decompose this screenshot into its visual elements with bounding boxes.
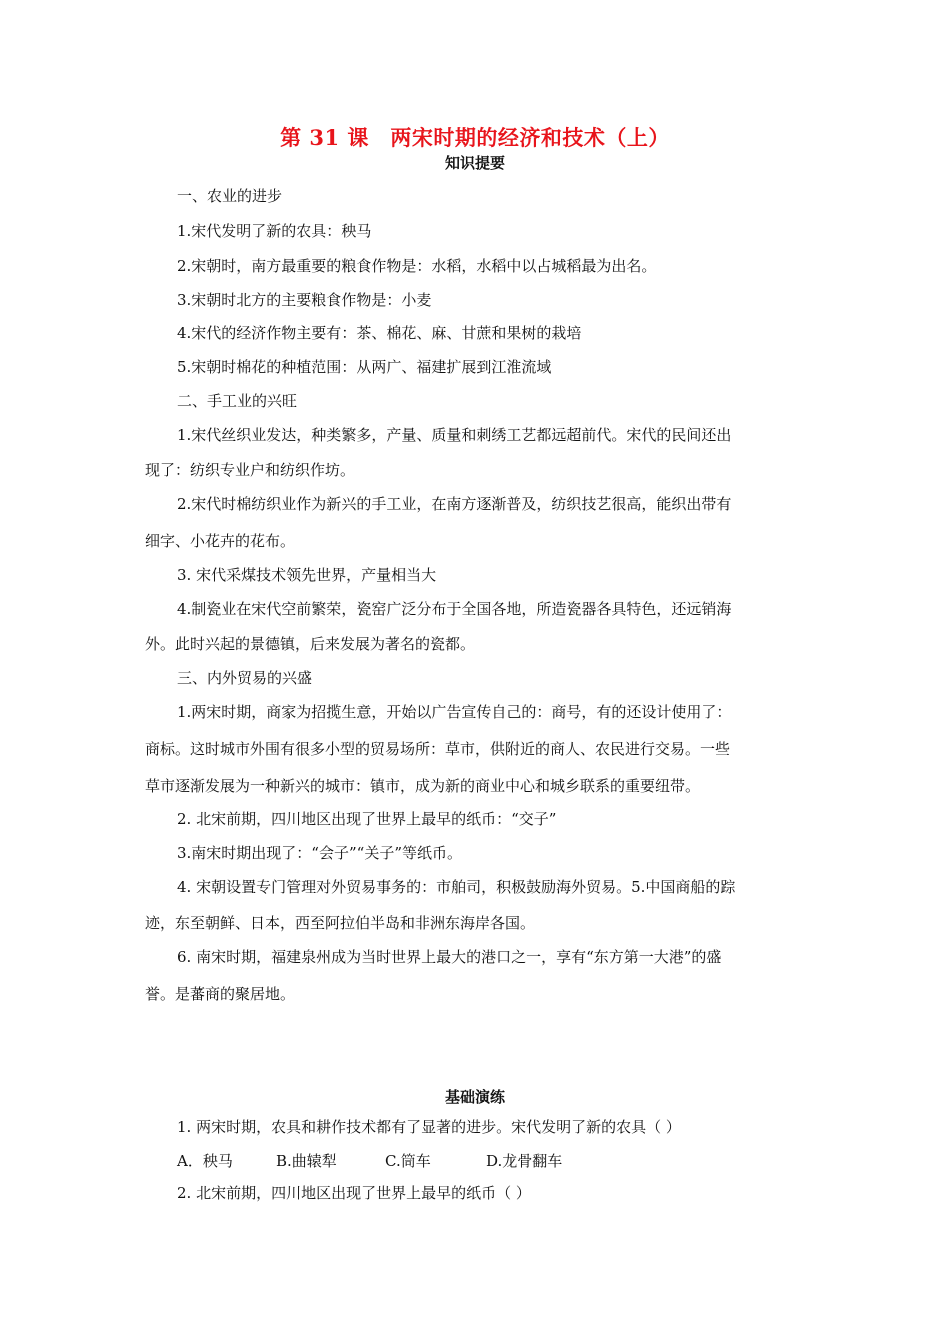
option-a: A．秧马	[177, 1152, 233, 1170]
option-d: D.龙骨翻车	[486, 1152, 563, 1170]
section-heading-agriculture: 一、农业的进步	[177, 187, 283, 205]
question-1: 1. 两宋时期，农具和耕作技术都有了显著的进步。宋代发明了新的农具（ ）	[177, 1118, 681, 1136]
paragraph-line: 现了：纺织专业户和纺织作坊。	[145, 461, 356, 479]
paragraph-line: 草市逐渐发展为一种新兴的城市：镇市，成为新的商业中心和城乡联系的重要纽带。	[145, 777, 701, 795]
section-subtitle-practice: 基础演练	[444, 1088, 505, 1106]
section-heading-handicraft: 二、手工业的兴旺	[177, 392, 298, 410]
paragraph-line: 外。此时兴起的景德镇，后来发展为著名的瓷都。	[145, 635, 476, 653]
paragraph-line: 4.制瓷业在宋代空前繁荣，瓷窑广泛分布于全国各地，所造瓷器各具特色，还远销海	[177, 600, 732, 618]
paragraph: 5.宋朝时棉花的种植范围：从两广、福建扩展到江淮流域	[177, 358, 552, 376]
section-heading-trade: 三、内外贸易的兴盛	[177, 669, 313, 687]
paragraph: 1.宋代发明了新的农具：秧马	[177, 222, 372, 240]
paragraph-line: 1.宋代丝织业发达，种类繁多，产量、质量和刺绣工艺都远超前代。宋代的民间还出	[177, 426, 732, 444]
paragraph-line: 4. 宋朝设置专门管理对外贸易事务的：市舶司，积极鼓励海外贸易。5.中国商船的踪	[177, 878, 736, 896]
paragraph-line: 誉。是蕃商的聚居地。	[145, 985, 296, 1003]
paragraph-line: 迹，东至朝鲜、日本，西至阿拉伯半岛和非洲东海岸各国。	[145, 914, 536, 932]
option-b: B.曲辕犁	[276, 1152, 337, 1170]
paragraph: 2. 北宋前期，四川地区出现了世界上最早的纸币：“交子”	[177, 810, 557, 828]
option-c: C.筒车	[385, 1152, 431, 1170]
question-2: 2. 北宋前期，四川地区出现了世界上最早的纸币（ ）	[177, 1184, 531, 1202]
paragraph: 2.宋朝时，南方最重要的粮食作物是：水稻，水稻中以占城稻最为出名。	[177, 257, 657, 275]
paragraph-line: 6. 南宋时期，福建泉州成为当时世界上最大的港口之一，享有“东方第一大港”的盛	[177, 948, 722, 966]
section-subtitle-summary: 知识提要	[444, 154, 505, 172]
paragraph: 4.宋代的经济作物主要有：茶、棉花、麻、甘蔗和果树的栽培	[177, 324, 582, 342]
paragraph: 3.宋朝时北方的主要粮食作物是：小麦	[177, 291, 432, 309]
paragraph-line: 2.宋代时棉纺织业作为新兴的手工业，在南方逐渐普及，纺织技艺很高，能织出带有	[177, 495, 732, 513]
paragraph: 3.南宋时期出现了：“会子”“关子”等纸币。	[177, 844, 462, 862]
paragraph-line: 1.两宋时期，商家为招揽生意，开始以广告宣传自己的：商号，有的还设计使用了：	[177, 703, 732, 721]
paragraph-line: 商标。这时城市外围有很多小型的贸易场所：草市，供附近的商人、农民进行交易。一些	[145, 740, 731, 758]
paragraph-line: 细字、小花卉的花布。	[145, 532, 296, 550]
paragraph: 3. 宋代采煤技术领先世界，产量相当大	[177, 566, 437, 584]
lesson-title: 第 31 课 两宋时期的经济和技术（上）	[280, 125, 670, 150]
